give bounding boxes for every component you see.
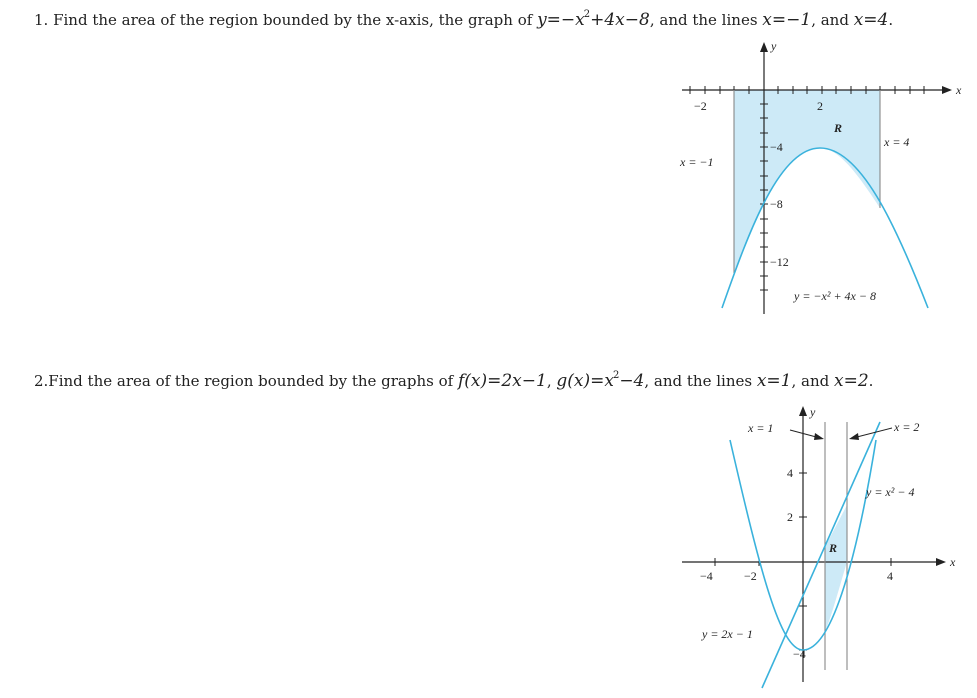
fig1-label-x-4: x = 4: [884, 135, 910, 149]
fig2-tick-y-neg4: −4: [793, 647, 806, 661]
fig1-label-x-neg1: x = −1: [680, 155, 714, 169]
fig2-label-line: y = 2x − 1: [702, 627, 753, 641]
fig2-pointer-x1: [790, 430, 824, 440]
fig2-tick-x-neg2: −2: [744, 569, 757, 583]
fig1-axis-y-label: y: [771, 39, 777, 53]
fig2-tick-y-4: 4: [787, 466, 793, 480]
p1-line2: x=4: [853, 10, 889, 30]
p2-g-exp: 2: [612, 370, 620, 381]
p1-line1: x=−1: [762, 10, 812, 30]
fig2-axis-y-label: y: [810, 405, 816, 419]
fig2-label-parabola: y = x² − 4: [866, 485, 915, 499]
p2-suffix: .: [868, 372, 874, 390]
fig1-tick-y-neg4: −4: [770, 140, 783, 154]
p2-line2: x=2: [834, 371, 869, 391]
fig1-shaded-region: [734, 90, 880, 273]
p1-prefix: 1. Find the area of the region bounded by the x-axis, the graph of: [34, 11, 538, 29]
p2-f-def: f(x)=2x−1: [457, 371, 547, 391]
fig2-axis-x-label: x: [950, 555, 956, 569]
fig1-y-axis-arrow: [760, 42, 768, 52]
p1-eq-lhs: y=−x: [537, 10, 585, 30]
fig2-region-label: R: [829, 541, 838, 555]
fig2-tick-x-neg4: −4: [700, 569, 713, 583]
fig1-tick-x-neg2: −2: [694, 99, 707, 113]
p2-g-lhs: g(x)=x: [556, 371, 614, 391]
p2-line1: x=1: [756, 371, 792, 391]
p2-and: , and: [791, 372, 834, 390]
fig1-tick-y-neg12: −12: [770, 255, 789, 269]
fig1-region-label: R: [834, 121, 843, 135]
problem-1-text: [34, 10, 893, 30]
fig1-x-axis-arrow: [942, 86, 952, 94]
fig2-label-x-2: x = 2: [894, 420, 920, 434]
fig1-axis-x-label: x: [956, 83, 962, 97]
problem-2-text: [34, 371, 873, 391]
fig2-x-axis-arrow: [936, 558, 946, 566]
p1-suffix: .: [888, 11, 894, 29]
p1-eq-rhs: +4x−8: [590, 10, 650, 30]
fig2-pointer-x2: [849, 428, 892, 440]
fig2-y-axis-arrow: [799, 406, 807, 416]
fig2-tick-x-4: 4: [887, 569, 893, 583]
fig1-tick-y-neg8: −8: [770, 197, 783, 211]
fig2-tick-y-2: 2: [787, 510, 793, 524]
figure-1-graph: [670, 38, 970, 323]
fig2-line: [762, 422, 880, 688]
p2-g-rhs: −4: [619, 371, 645, 391]
p2-middle: , and the lines: [644, 372, 757, 390]
p1-and: , and: [811, 11, 854, 29]
p2-sep: ,: [546, 372, 557, 390]
fig2-shaded-region: [825, 505, 847, 632]
fig1-tick-x-2: 2: [817, 99, 823, 113]
fig2-label-x-1: x = 1: [748, 421, 774, 435]
figure-2-graph: [670, 400, 970, 690]
fig1-curve-label: y = −x² + 4x − 8: [794, 289, 876, 303]
p1-middle: , and the lines: [649, 11, 763, 29]
p2-prefix: 2.Find the area of the region bounded by the graphs of: [34, 372, 458, 390]
p1-eq-exp: 2: [583, 9, 591, 20]
